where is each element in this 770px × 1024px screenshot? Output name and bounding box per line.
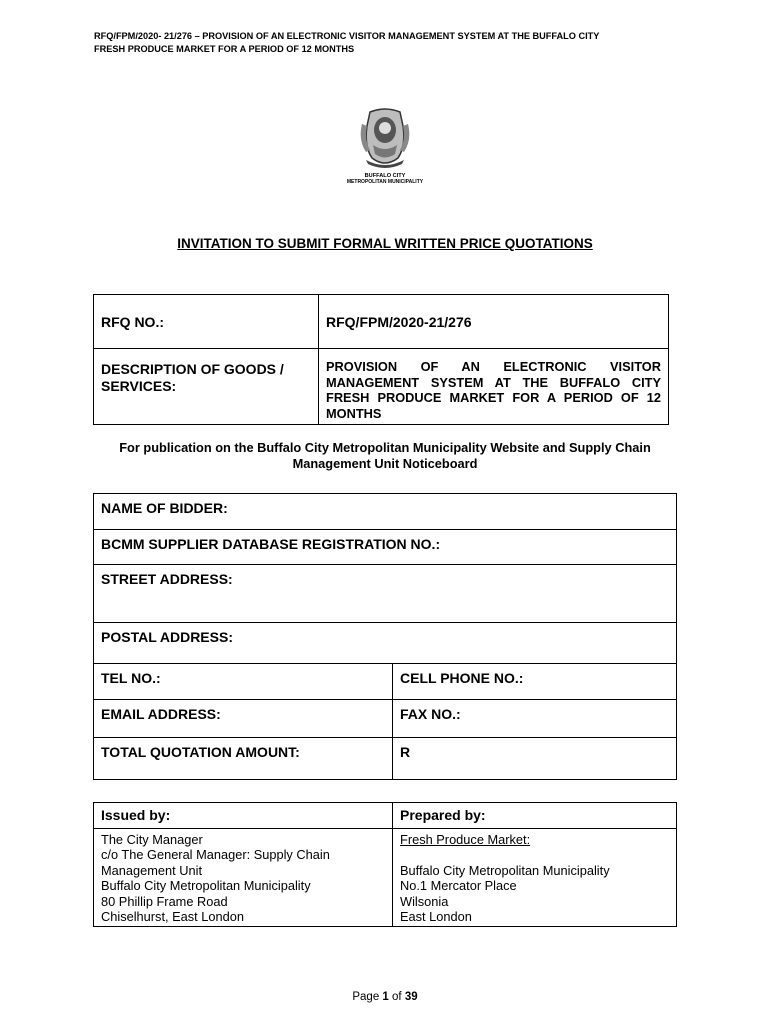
total-quotation-label: TOTAL QUOTATION AMOUNT:: [94, 738, 393, 780]
address-line: Buffalo City Metropolitan Municipality: [400, 862, 610, 878]
address-line: 80 Phillip Frame Road: [101, 893, 228, 909]
bidder-name-field[interactable]: NAME OF BIDDER:: [94, 494, 677, 530]
issuer-preparer-table: [93, 802, 677, 927]
page-number: Page 1 of 39: [352, 991, 418, 1003]
rfq-info-table: [93, 294, 669, 425]
issued-by-address: [94, 829, 393, 927]
issued-by-label: Issued by:: [94, 803, 393, 829]
address-line: The City Manager: [101, 832, 203, 847]
bidder-details-table: [93, 493, 677, 780]
address-line: c/o The General Manager: Supply Chain: [101, 847, 330, 863]
prepared-by-address: [393, 829, 677, 927]
logo-text-line-1: BUFFALO CITY: [364, 173, 406, 179]
address-line: Wilsonia: [400, 893, 449, 909]
total-quotation-field[interactable]: R: [393, 738, 677, 780]
address-line: Management Unit: [101, 862, 203, 878]
description-label: DESCRIPTION OF GOODS / SERVICES:: [94, 349, 319, 425]
address-line: East London: [400, 909, 472, 925]
cell-phone-field[interactable]: CELL PHONE NO.:: [393, 664, 677, 700]
rfq-number-label: RFQ NO.:: [94, 295, 319, 349]
rfq-number-value: RFQ/FPM/2020-21/276: [319, 295, 669, 349]
publication-note: For publication on the Buffalo City Metropolitan Municipality Website and Supply Chain Management Unit Noticeboard: [119, 440, 651, 471]
prepared-by-label: Prepared by:: [393, 803, 677, 829]
description-value: PROVISION OF AN ELECTRONIC VISITOR MANAGEMENT SYSTEM AT THE BUFFALO CITY FRESH PRODUCE MARKET FOR A PERIOD OF 12 MONTHS: [319, 349, 669, 425]
registration-number-field[interactable]: BCMM SUPPLIER DATABASE REGISTRATION NO.:: [94, 530, 677, 565]
address-line: Chiselhurst, East London: [101, 909, 244, 925]
document-header-line-1: RFQ/FPM/2020- 21/276 – PROVISION OF AN ELECTRONIC VISITOR MANAGEMENT SYSTEM AT THE BUFFALO CITY: [94, 31, 600, 41]
tel-number-field[interactable]: TEL NO.:: [94, 664, 393, 700]
logo-text-line-2: METROPOLITAN MUNICIPALITY: [346, 179, 424, 185]
coat-of-arms-icon: [340, 100, 430, 190]
page-title: INVITATION TO SUBMIT FORMAL WRITTEN PRICE QUOTATIONS: [177, 236, 593, 251]
postal-address-field[interactable]: POSTAL ADDRESS:: [94, 623, 677, 664]
municipality-logo: [340, 100, 430, 190]
fax-number-field[interactable]: FAX NO.:: [393, 700, 677, 738]
address-line: Buffalo City Metropolitan Municipality: [101, 878, 311, 894]
address-line: No.1 Mercator Place: [400, 878, 517, 894]
email-address-field[interactable]: EMAIL ADDRESS:: [94, 700, 393, 738]
document-header-line-2: FRESH PRODUCE MARKET FOR A PERIOD OF 12 MONTHS: [94, 44, 355, 54]
prepared-by-heading: Fresh Produce Market:: [400, 832, 531, 847]
street-address-field[interactable]: STREET ADDRESS:: [94, 565, 677, 623]
